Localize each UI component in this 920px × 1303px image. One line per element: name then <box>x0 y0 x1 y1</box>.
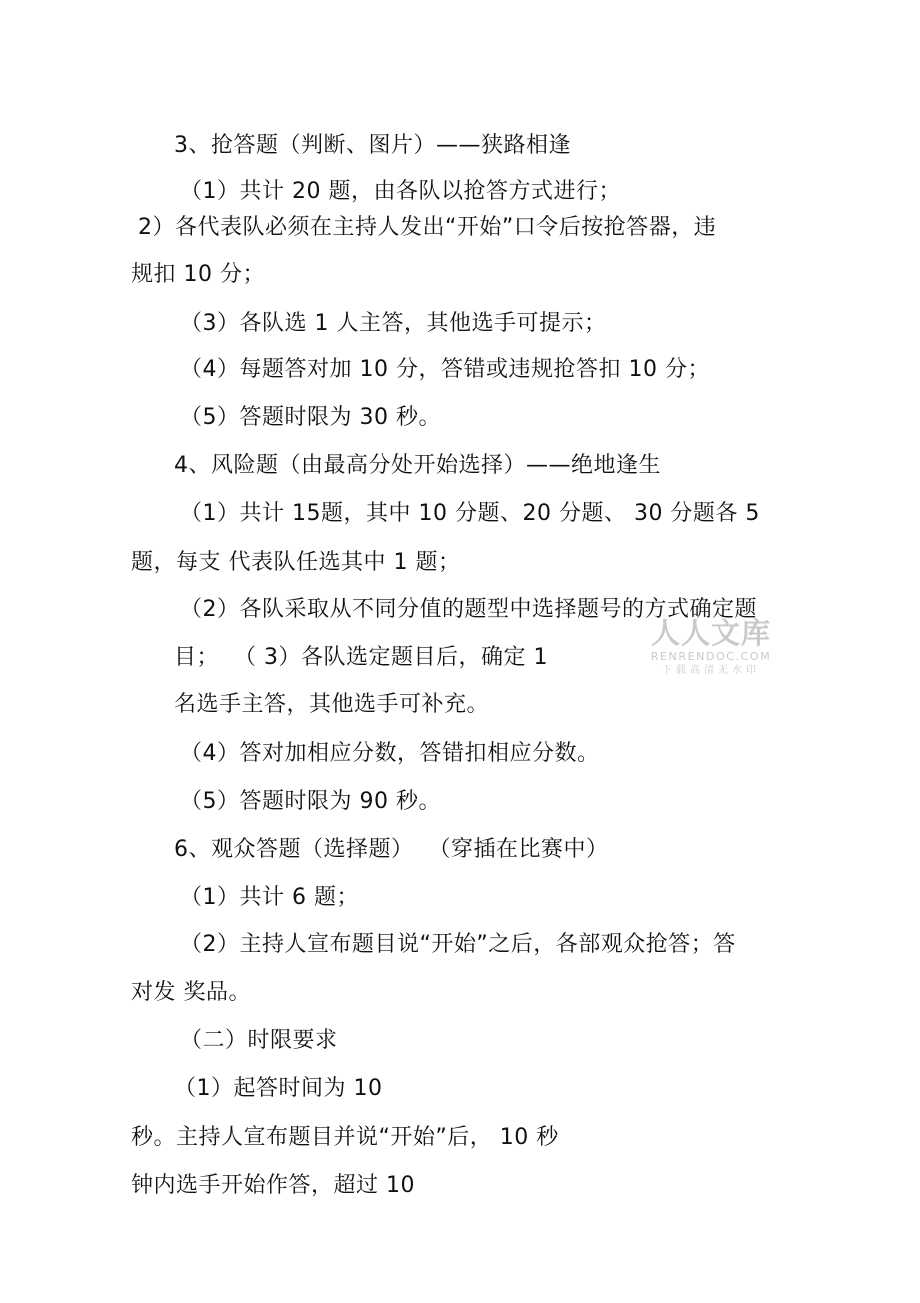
text-line: （1）共计 20 题，由各队以抢答方式进行； <box>180 179 621 204</box>
text-line: 规扣 10 分； <box>131 262 265 287</box>
heading-qiangda: 3、抢答题（判断、图片）——狭路相逢 <box>174 133 571 158</box>
text-line: （4）答对加相应分数，答错扣相应分数。 <box>180 741 600 766</box>
text-line: 题，每支 代表队任选其中 1 题； <box>131 550 461 575</box>
text-line: 秒。主持人宣布题目并说“开始”后， 10 秒 <box>131 1125 559 1150</box>
text-line: 对发 奖品。 <box>131 980 251 1005</box>
text-line: （1）共计 6 题； <box>180 885 359 910</box>
text-line: （5）答题时限为 90 秒。 <box>180 789 441 814</box>
text-line: 2）各代表队必须在主持人发出“开始”口令后按抢答器，违 <box>138 215 717 240</box>
text-line: （1）共计 15题，其中 10 分题、20 分题、 30 分题各 5 <box>180 501 760 526</box>
heading-guanzhong: 6、观众答题（选择题） （穿插在比赛中） <box>174 837 609 862</box>
text-line: （2）各队采取从不同分值的题型中选择题号的方式确定题 <box>180 597 757 622</box>
watermark-domain: RENRENDOC.COM <box>650 650 772 663</box>
text-line: （1）起答时间为 10 <box>174 1076 383 1101</box>
text-line: （2）主持人宣布题目说“开始”之后，各部观众抢答；答 <box>180 932 736 957</box>
watermark-title: 人人文库 <box>650 616 771 650</box>
watermark-tagline: 下载高清无水印 <box>662 665 760 676</box>
heading-fengxian: 4、风险题（由最高分处开始选择）——绝地逢生 <box>174 453 661 478</box>
text-line: （5）答题时限为 30 秒。 <box>180 405 441 430</box>
text-line: 钟内选手开始作答，超过 10 <box>131 1173 415 1198</box>
text-line: （3）各队选 1 人主答，其他选手可提示； <box>180 311 607 336</box>
watermark <box>648 616 774 678</box>
heading-shixian: （二）时限要求 <box>180 1028 338 1053</box>
text-line: 目； （ 3）各队选定题目后，确定 1 <box>174 645 548 670</box>
text-line: （4）每题答对加 10 分，答错或违规抢答扣 10 分； <box>180 357 710 382</box>
text-line: 名选手主答，其他选手可补充。 <box>174 692 490 717</box>
